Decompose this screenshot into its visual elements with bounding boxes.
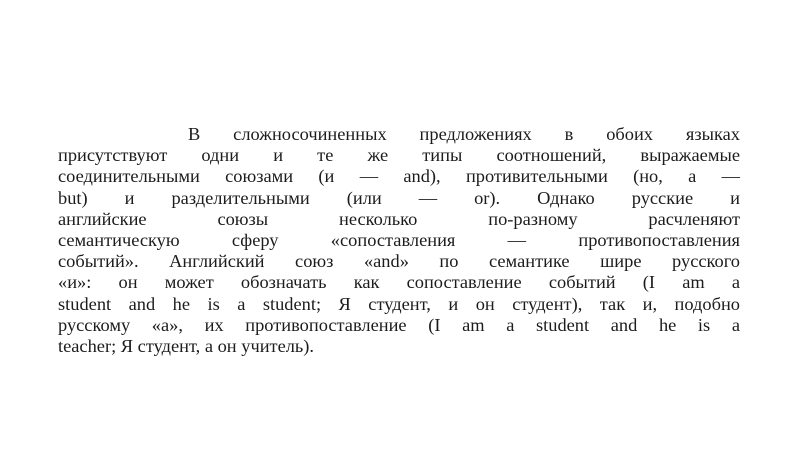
paragraph xyxy=(58,124,740,357)
paragraph-line-5: английские союзы несколько по-разному расчленяют xyxy=(58,208,740,229)
paragraph-line-6: семантическую сферу «сопоставления — противопоставления xyxy=(58,230,740,251)
paragraph-line-7: событий». Английский союз «and» по семантике шире русского xyxy=(58,251,740,272)
paragraph-line-8: «и»: он может обозначать как сопоставление событий (I am a xyxy=(58,272,740,293)
paragraph-line-4: but) и разделительными (или — or). Однако русские и xyxy=(58,187,740,208)
paragraph-line-9: student and he is a student; Я студент, и он студент), так и, подобно xyxy=(58,293,740,314)
paragraph-line-3: соединительными союзами (и — and), противительными (но, а — xyxy=(58,166,740,187)
paragraph-line-11: teacher; Я студент, а он учитель). xyxy=(58,336,315,357)
paragraph-line-2: присутствуют одни и те же типы соотношений, выражаемые xyxy=(58,145,740,166)
paragraph-line-1: В сложносочиненных предложениях в обоих языках xyxy=(188,124,740,144)
paragraph-line-10: русскому «а», их противопоставление (I am a student and he is a xyxy=(58,314,740,335)
